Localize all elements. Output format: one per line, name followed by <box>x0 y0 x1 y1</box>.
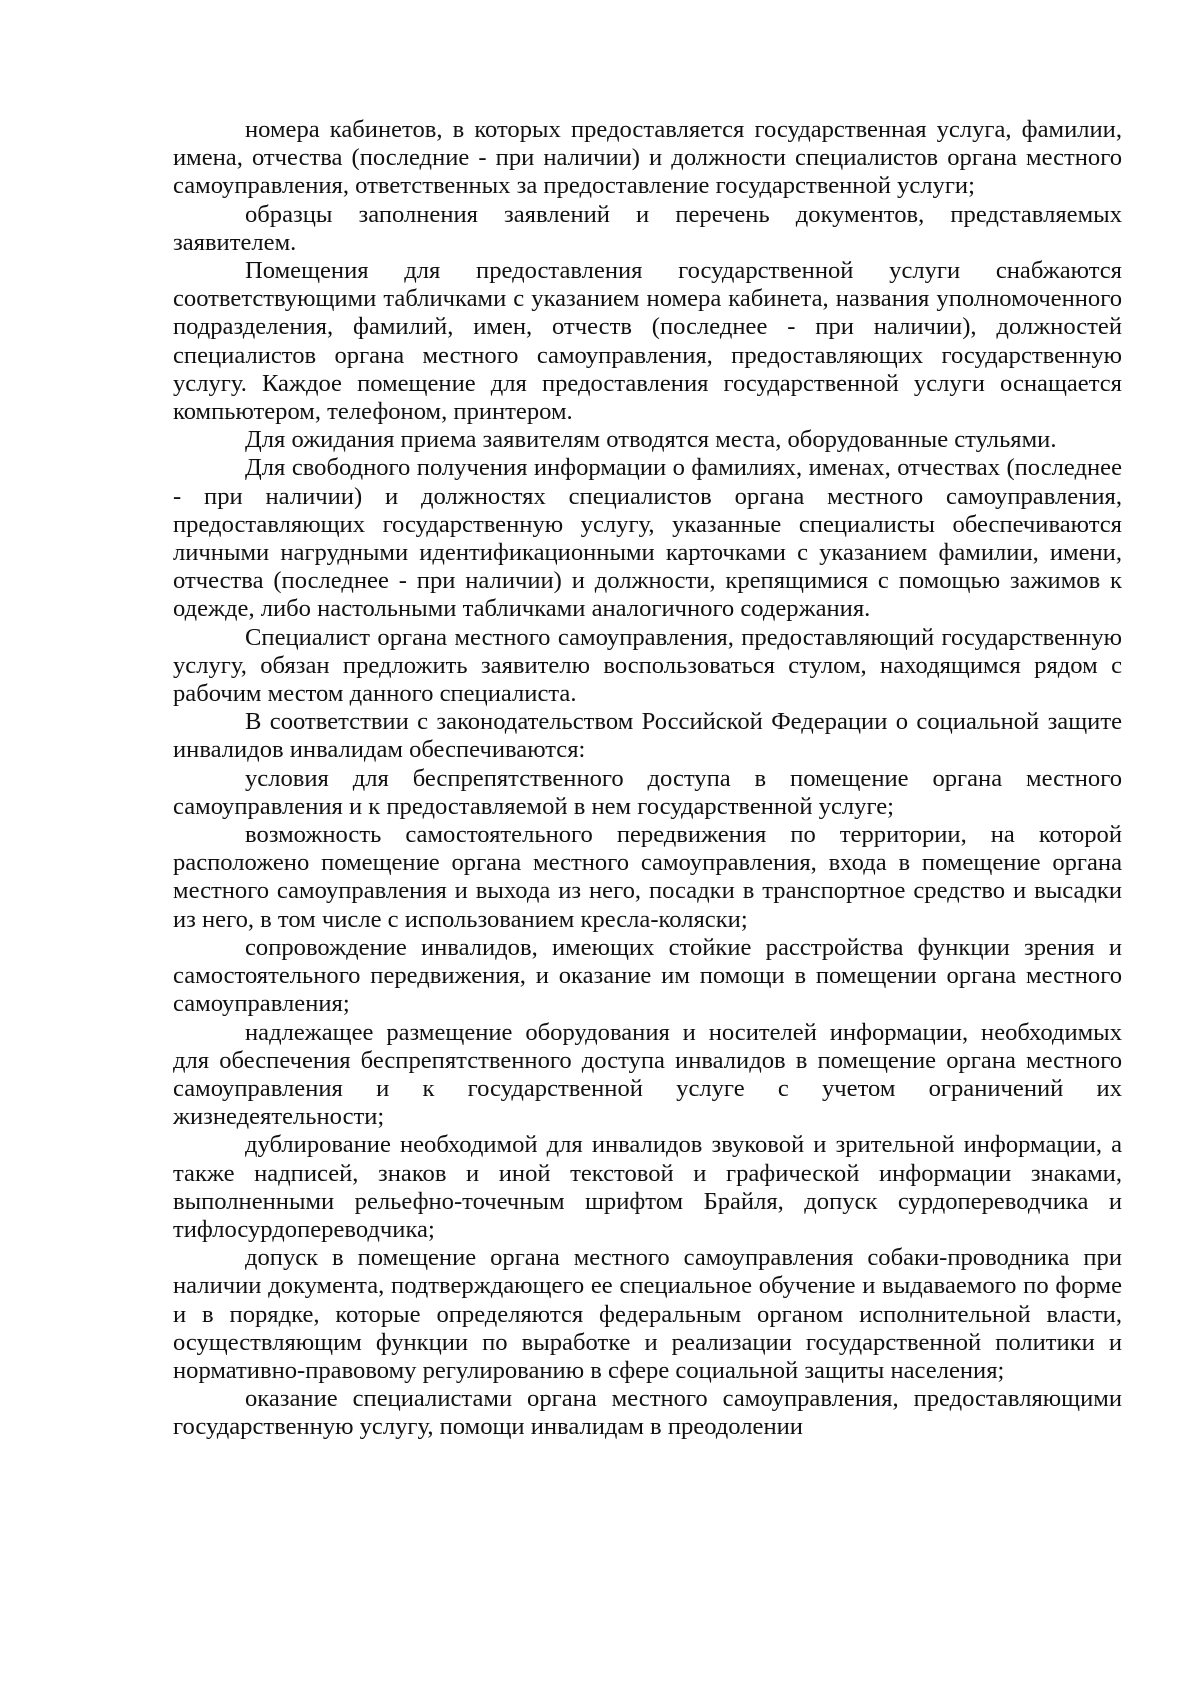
paragraph-independent-movement: возможность самостоятельного передвижения по территории, на которой расположено помещение органа местного самоуправления, входа в помещение органа местного самоуправления и выхода из него, посадки в транспортное средство и высадки из него, в том числе с использованием кресла-коляски; <box>173 821 1122 933</box>
paragraph-accompaniment: сопровождение инвалидов, имеющих стойкие расстройства функции зрения и самостоятельного передвижения, и оказание им помощи в помещении органа местного самоуправления; <box>173 933 1122 1018</box>
paragraph-premises-signs: Помещения для предоставления государственной услуги снабжаются соответствующими табличками с указанием номера кабинета, названия уполномоченного подразделения, фамилий, имен, отчеств (последнее - при наличии), должностей специалистов органа местного самоуправления, предоставляющих государственную услугу. Каждое помещение для предоставления государственной услуги оснащается компьютером, телефоном, принтером. <box>173 257 1122 426</box>
paragraph-cabinet-numbers: номера кабинетов, в которых предоставляется государственная услуга, фамилии, имена, отчества (последние - при наличии) и должности специалистов органа местного самоуправления, ответственных за предоставление государственной услуги; <box>173 116 1122 200</box>
paragraph-application-samples: образцы заполнения заявлений и перечень документов, представляемых заявителем. <box>173 200 1122 256</box>
paragraph-waiting-places: Для ожидания приема заявителям отводятся места, оборудованные стульями. <box>245 426 1057 454</box>
paragraph-specialist-chair: Специалист органа местного самоуправления, предоставляющий государственную услугу, обязан предложить заявителю воспользоваться стулом, находящимся рядом с рабочим местом данного специалиста. <box>173 623 1122 708</box>
paragraph-guide-dog: допуск в помещение органа местного самоуправления собаки-проводника при наличии документа, подтверждающего ее специальное обучение и выдаваемого по форме и в порядке, которые определяются федеральным органом исполнительной власти, осуществляющим функции по выработке и реализации государственной политики и нормативно-правовому регулированию в сфере социальной защиты населения; <box>173 1244 1122 1384</box>
paragraph-specialist-assistance: оказание специалистами органа местного самоуправления, предоставляющими государственную услугу, помощи инвалидам в преодолении <box>173 1385 1122 1441</box>
paragraph-identification-cards: Для свободного получения информации о фамилиях, именах, отчествах (последнее - при наличии) и должностях специалистов органа местного самоуправления, предоставляющих государственную услугу, указанные специалисты обеспечиваются личными нагрудными идентификационными карточками с указанием фамилии, имени, отчества (последнее - при наличии) и должности, крепящимися с помощью зажимов к одежде, либо настольными табличками аналогичного содержания. <box>173 454 1122 623</box>
document-page <box>173 116 1122 1442</box>
paragraph-unimpeded-access: условия для беспрепятственного доступа в помещение органа местного самоуправления и к предоставляемой в нем государственной услуге; <box>173 764 1122 820</box>
paragraph-equipment-placement: надлежащее размещение оборудования и носителей информации, необходимых для обеспечения беспрепятственного доступа инвалидов в помещение органа местного самоуправления и к государственной услуге с учетом ограничений их жизнедеятельности; <box>173 1018 1122 1131</box>
paragraph-braille-duplication: дублирование необходимой для инвалидов звуковой и зрительной информации, а также надписей, знаков и иной текстовой и графической информации знаками, выполненными рельефно-точечным шрифтом Брайля, допуск сурдопереводчика и тифлосурдопереводчика; <box>173 1131 1122 1243</box>
paragraph-disability-legislation: В соответствии с законодательством Российской Федерации о социальной защите инвалидов инвалидам обеспечиваются: <box>173 708 1122 764</box>
